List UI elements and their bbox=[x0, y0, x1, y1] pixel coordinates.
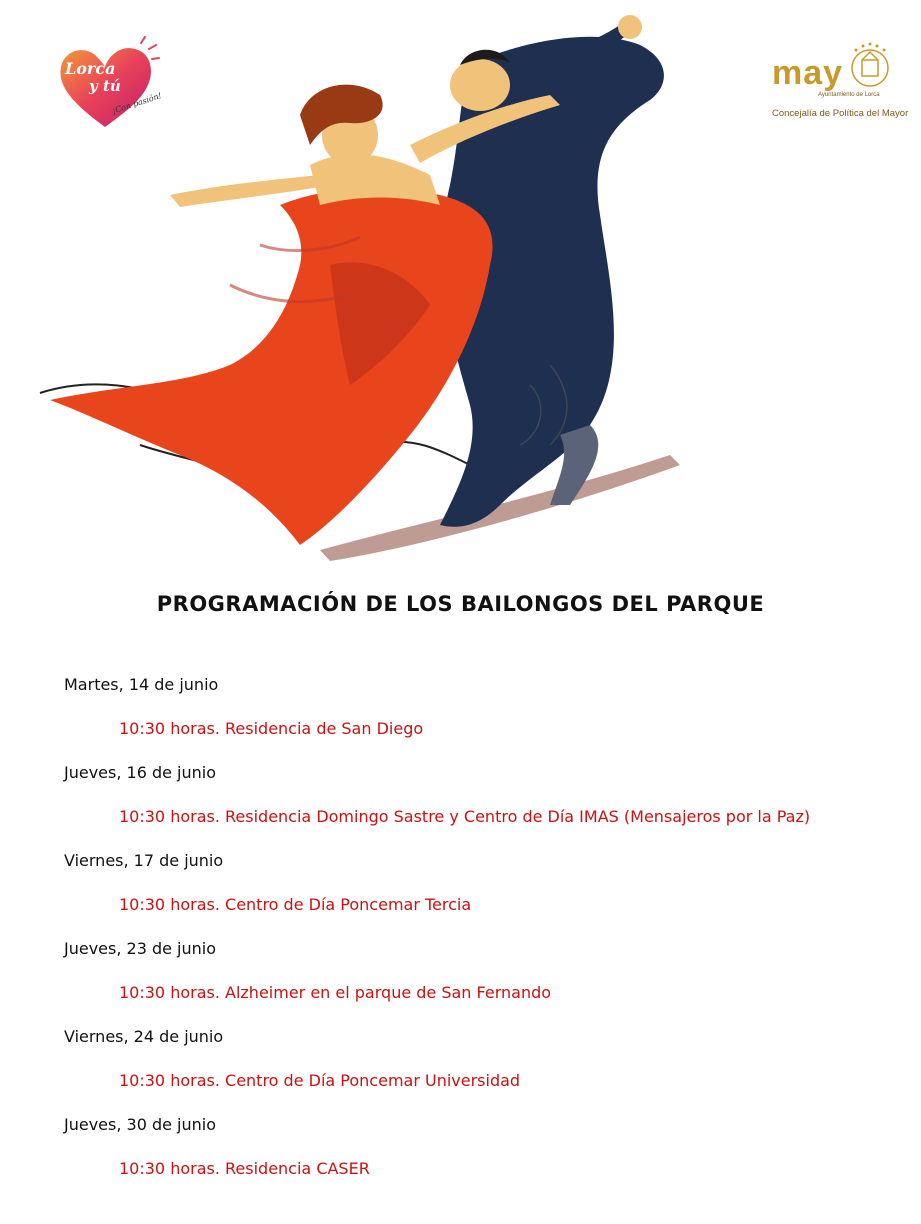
entry-event: 10:30 horas. Alzheimer en el parque de San Fernando bbox=[119, 983, 552, 1002]
schedule-entry bbox=[64, 763, 904, 851]
logo-subtitle-small: Ayuntamiento de Lorca bbox=[818, 92, 880, 98]
logo-tagline: ¡Con pasión! bbox=[111, 91, 163, 116]
schedule-entry bbox=[64, 939, 904, 1027]
logo-subtitle: Concejalía de Política del Mayor bbox=[772, 108, 909, 119]
entry-day: Viernes, 17 de junio bbox=[64, 851, 224, 870]
logo-wordmark: may bbox=[772, 54, 844, 92]
schedule-entry bbox=[64, 851, 904, 939]
entry-day: Viernes, 24 de junio bbox=[64, 1027, 224, 1046]
entry-event: 10:30 horas. Centro de Día Poncemar Tercia bbox=[119, 895, 472, 914]
entry-event: 10:30 horas. Residencia de San Diego bbox=[119, 719, 424, 738]
schedule-entry bbox=[64, 1115, 904, 1203]
concejalia-mayor-logo bbox=[770, 40, 910, 130]
entry-day: Jueves, 23 de junio bbox=[64, 939, 217, 958]
entry-day: Jueves, 30 de junio bbox=[64, 1115, 217, 1134]
logo-line2: y tú bbox=[89, 77, 121, 95]
schedule-entry bbox=[64, 675, 904, 763]
dancing-couple-illustration bbox=[30, 5, 730, 565]
entry-event: 10:30 horas. Residencia Domingo Sastre y Centro de Día IMAS (Mensajeros por la Paz) bbox=[119, 807, 811, 826]
entry-day: Jueves, 16 de junio bbox=[64, 763, 217, 782]
schedule-list bbox=[64, 675, 904, 1203]
logo-line1: Lorca bbox=[65, 59, 116, 78]
entry-day: Martes, 14 de junio bbox=[64, 675, 219, 694]
schedule-entry bbox=[64, 1027, 904, 1115]
entry-event: 10:30 horas. Centro de Día Poncemar Universidad bbox=[119, 1071, 521, 1090]
entry-event: 10:30 horas. Residencia CASER bbox=[119, 1159, 370, 1178]
page-title: PROGRAMACIÓN DE LOS BAILONGOS DEL PARQUE bbox=[156, 592, 765, 616]
